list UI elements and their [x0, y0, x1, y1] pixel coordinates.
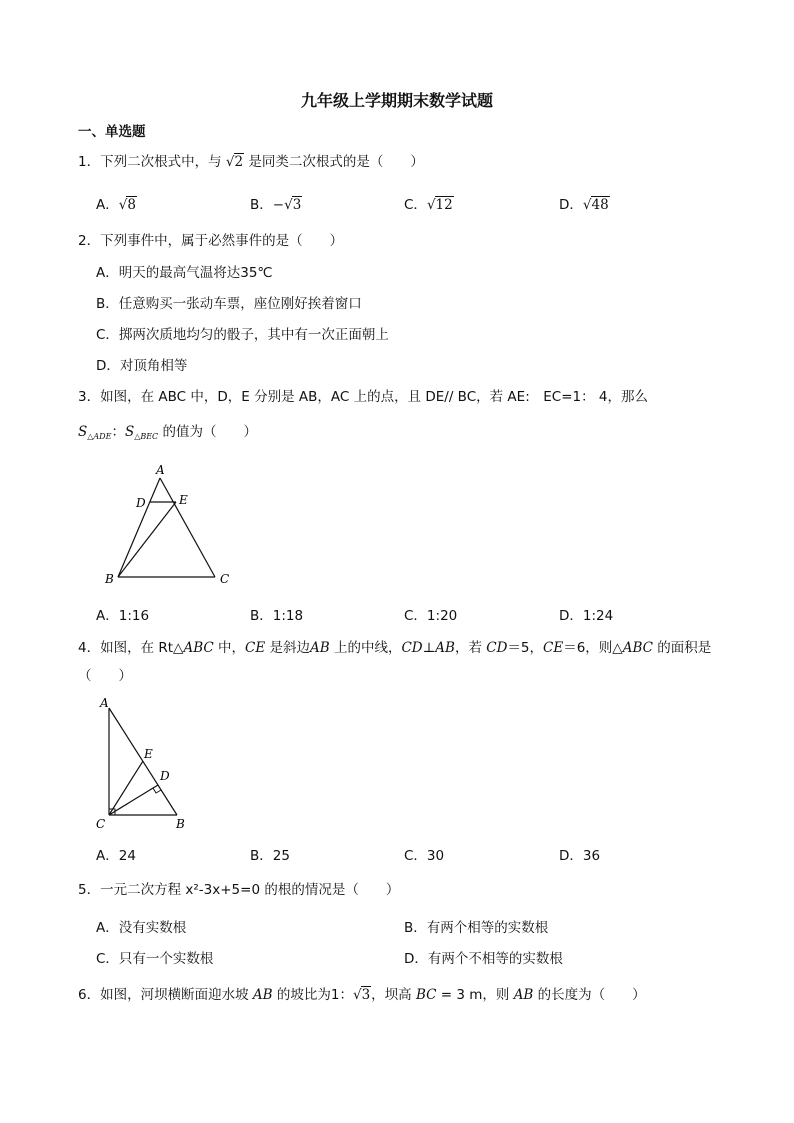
option-c[interactable]: C．只有一个实数根	[96, 951, 214, 967]
option-c[interactable]: C．掷两次质地均匀的骰子，其中有一次正面朝上	[96, 327, 389, 343]
option-b[interactable]: B．−√3	[250, 197, 302, 213]
sqrt-expression: √2	[225, 154, 244, 170]
option-b[interactable]: B．有两个相等的实数根	[404, 920, 549, 936]
question-number: 4．	[78, 640, 101, 656]
question-text: 是同类二次根式的是（ ）	[248, 154, 424, 170]
question-text: 下列二次根式中，与	[100, 154, 222, 170]
question-number: 6．	[78, 987, 101, 1003]
vertex-label-a: A	[156, 463, 165, 477]
vertex-label-b: B	[105, 572, 114, 586]
vertex-label-b: B	[176, 817, 185, 831]
question-6: 6．如图，河坝横断面迎水坡 AB 的坡比为1：√3，坝高 BC = 3 m，则 AB 的长度为（ ）	[78, 987, 646, 1003]
question-2	[78, 229, 343, 249]
question-number: 2．	[78, 233, 101, 249]
triangle-figure-q3	[100, 460, 240, 590]
question-4-line2: （ ）	[78, 668, 132, 684]
question-4: 4．如图，在 Rt△ABC 中，CE 是斜边AB 上的中线，CD⊥AB，若 CD＝5，CE＝6，则△ABC 的面积是	[78, 640, 712, 656]
question-number: 1．	[78, 154, 101, 170]
option-d[interactable]: D．1:24	[559, 608, 614, 624]
option-a[interactable]: A．24	[96, 848, 136, 864]
vertex-label-c: C	[220, 572, 230, 586]
vertex-label-e: E	[179, 493, 188, 507]
option-a[interactable]: A．没有实数根	[96, 920, 187, 936]
question-3	[78, 385, 648, 405]
option-b[interactable]: B．1:18	[250, 608, 304, 624]
option-c[interactable]: C．1:20	[404, 608, 458, 624]
option-d[interactable]: D．有两个不相等的实数根	[404, 951, 563, 967]
option-a[interactable]: A．√8	[96, 197, 136, 213]
option-d[interactable]: D．√48	[559, 197, 609, 213]
vertex-label-a: A	[100, 696, 109, 710]
vertex-label-d: D	[160, 769, 170, 783]
question-text: 一元二次方程 x²-3x+5=0 的根的情况是（ ）	[100, 882, 400, 898]
question-number: 3．	[78, 389, 101, 405]
vertex-label-d: D	[136, 496, 146, 510]
vertex-label-e: E	[144, 747, 153, 761]
option-c[interactable]: C．30	[404, 848, 445, 864]
option-b[interactable]: B．任意购买一张动车票，座位刚好挨着窗口	[96, 296, 362, 312]
option-a[interactable]: A．明天的最高气温将达35℃	[96, 265, 273, 281]
option-d[interactable]: D．对顶角相等	[96, 358, 188, 374]
question-text: 如图，在 ABC 中，D，E 分别是 AB，AC 上的点，且 DE// BC，若 AE: EC=1： 4，那么	[100, 389, 648, 405]
question-1	[78, 150, 424, 170]
page-title: 九年级上学期期末数学试题	[300, 91, 493, 110]
option-d[interactable]: D．36	[559, 848, 601, 864]
option-b[interactable]: B．25	[250, 848, 290, 864]
option-c[interactable]: C．√12	[404, 197, 453, 213]
question-number: 5．	[78, 882, 101, 898]
section-heading: 一、单选题	[78, 124, 146, 140]
triangle-figure-q4	[90, 694, 200, 834]
question-5	[78, 878, 399, 898]
vertex-label-c: C	[96, 817, 106, 831]
question-text: 下列事件中，属于必然事件的是（ ）	[100, 233, 344, 249]
question-3-ratio: $S_{\triangle ADE}$：$S_{\triangle BEC}$ 的值为（ ）	[78, 424, 257, 441]
option-a[interactable]: A．1:16	[96, 608, 150, 624]
